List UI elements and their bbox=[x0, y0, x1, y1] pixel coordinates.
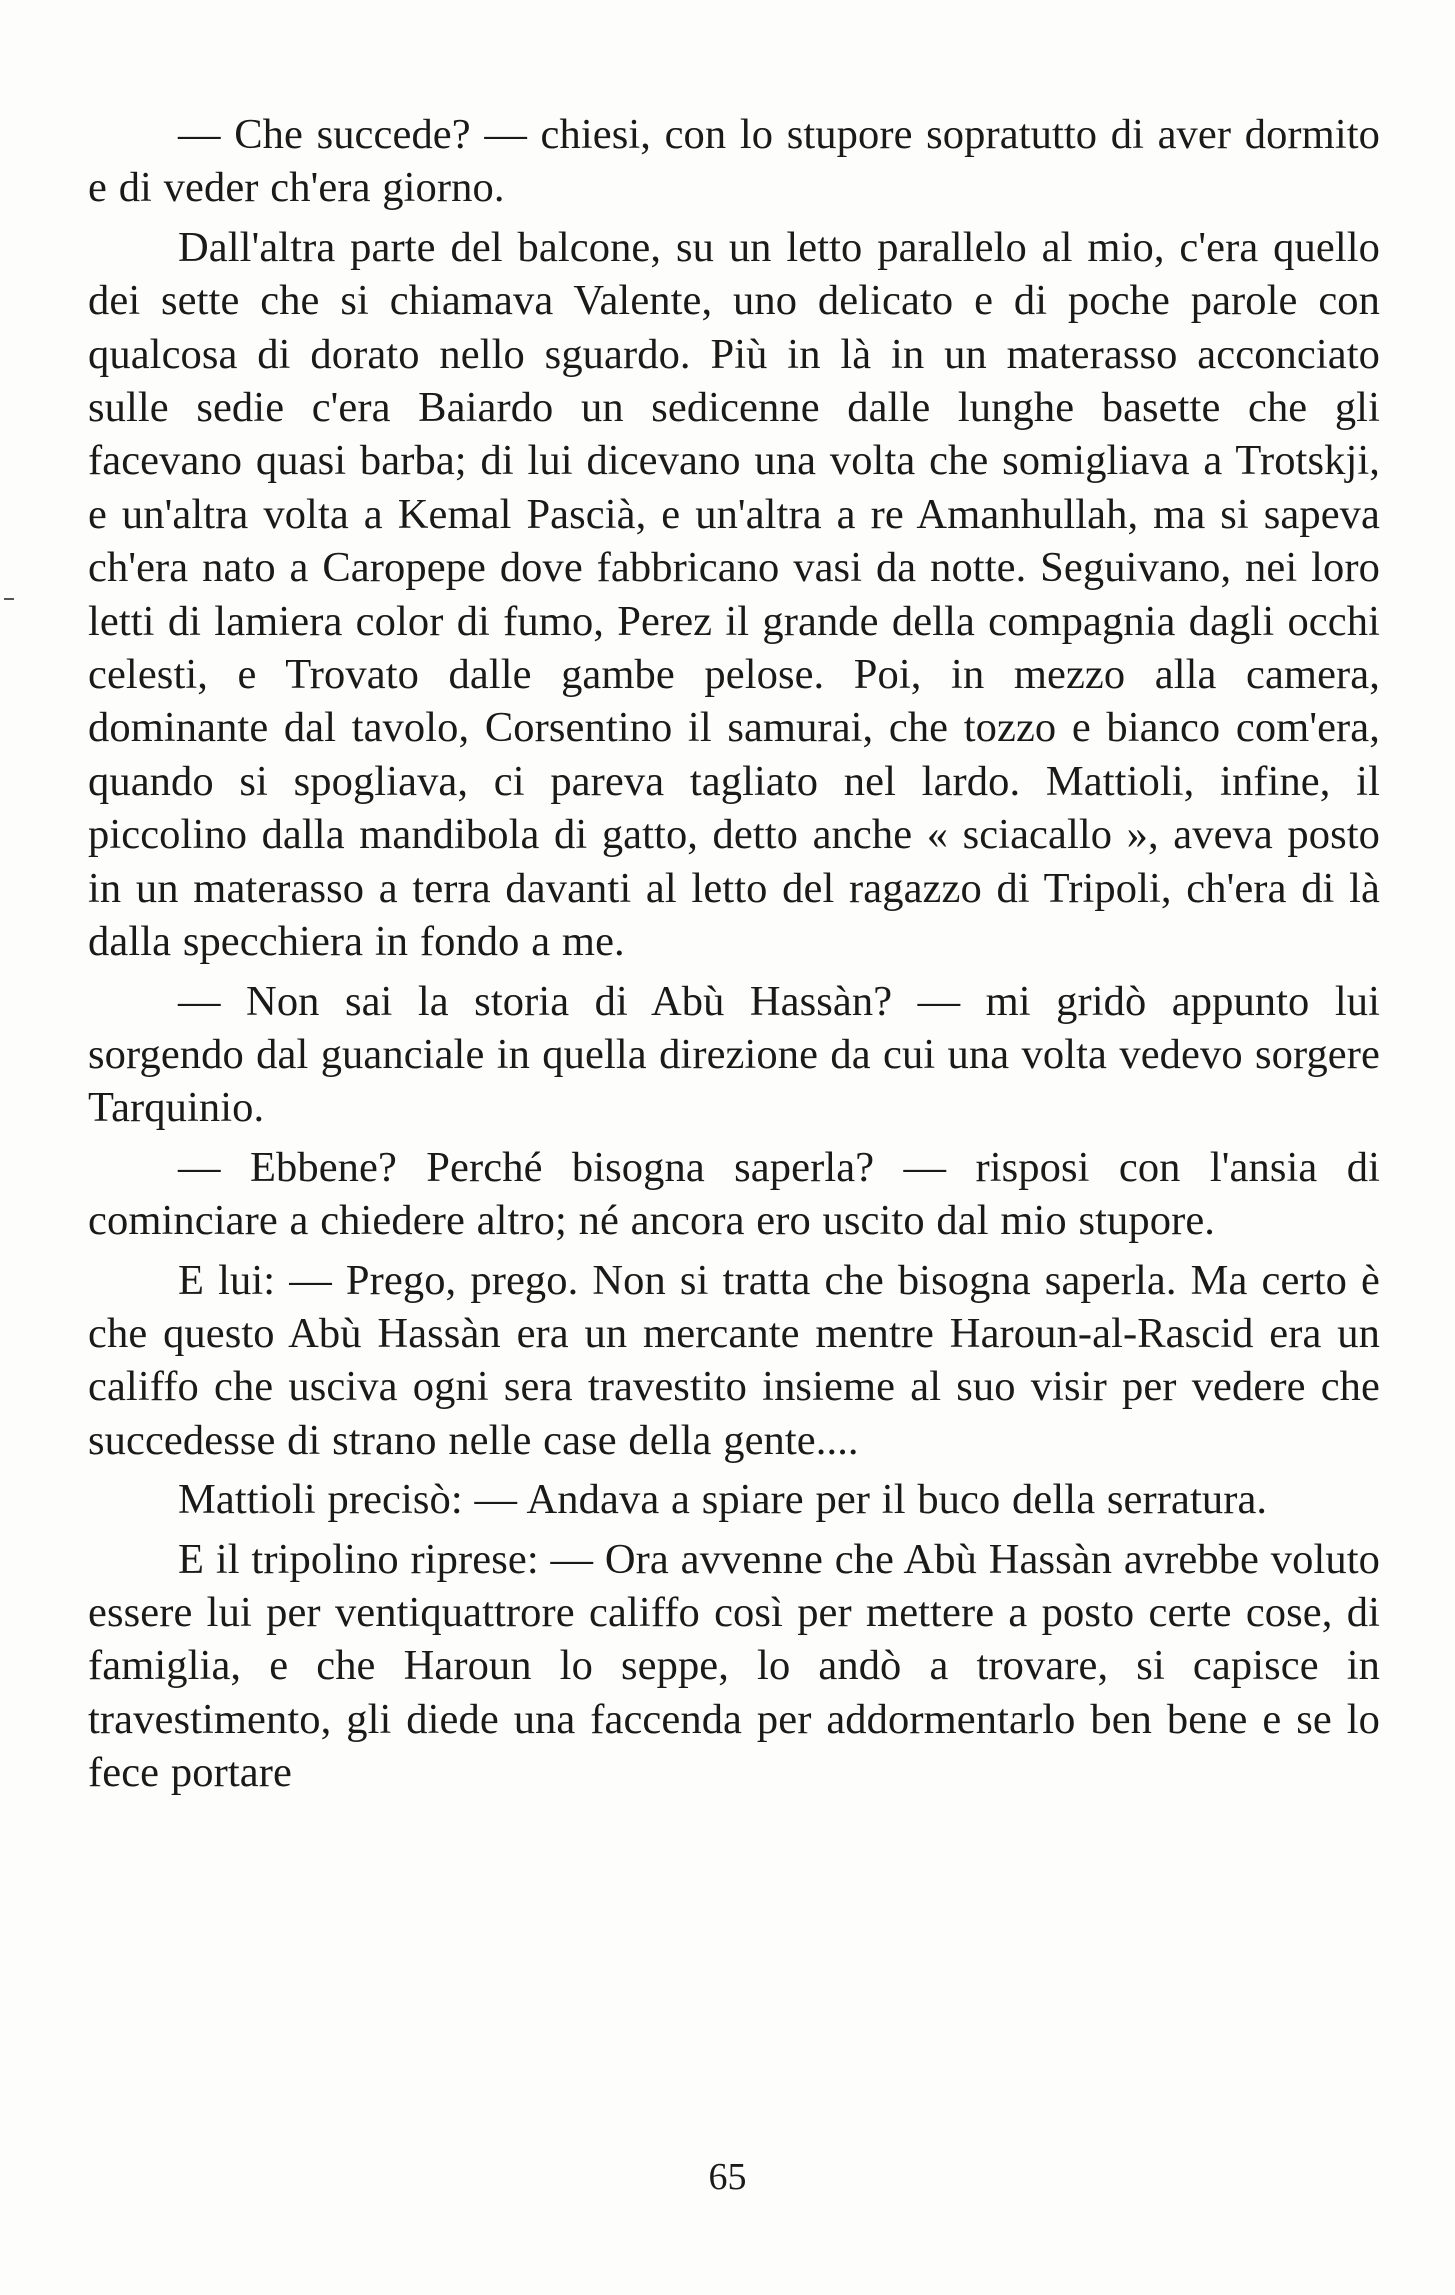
paragraph-2: Dall'altra parte del balcone, su un letto parallelo al mio, c'era quello dei sette che si chiamava Valente, uno delicato e di poche parole con qualcosa di dorato nello sguardo. Più in là in un materasso acconciato sulle sedie c'era Baiardo un sedicenne dalle lunghe basette che gli facevano quasi barba; di lui dicevano una volta che somigliava a Trotskji, e un'altra volta a Kemal Pascià, e un'altra a re Amanhullah, ma si sapeva ch'era nato a Caropepe dove fabbricano vasi da notte. Seguivano, nei loro letti di lamiera color di fumo, Perez il grande della compagnia dagli occhi celesti, e Trovato dalle gambe pelose. Poi, in mezzo alla camera, dominante dal tavolo, Corsentino il samurai, che tozzo e bianco com'era, quando si spogliava, ci pareva tagliato nel lardo. Mattioli, infine, il piccolino dalla mandibola di gatto, detto anche « sciacallo », aveva posto in un materasso a terra davanti al letto del ragazzo di Tripoli, ch'era di là dalla specchiera in fondo a me. bbox=[88, 223, 1380, 966]
paragraph-4: — Ebbene? Perché bisogna saperla? — risposi con l'ansia di cominciare a chiedere altro; né ancora ero uscito dal mio stupore. bbox=[88, 1143, 1380, 1245]
paragraph-6: Mattioli precisò: — Andava a spiare per il buco della serratura. bbox=[178, 1476, 1268, 1524]
paragraph-1: — Che succede? — chiesi, con lo stupore sopratutto di aver dormito e di veder ch'era giorno. bbox=[88, 111, 1380, 212]
page-number: 65 bbox=[708, 2156, 747, 2198]
paragraph-7: E il tripolino riprese: — Ora avvenne che Abù Hassàn avrebbe voluto essere lui per ventiquattrore califfo così per mettere a posto certe cose, di famiglia, e che Haroun lo seppe, lo andò a trovare, si capisce in travestimento, gli diede una faccenda per addormentarlo ben bene e se lo fece portare bbox=[88, 1535, 1380, 1797]
text-body bbox=[88, 108, 1380, 1800]
margin-mark bbox=[4, 598, 14, 600]
paragraph-5: E lui: — Prego, prego. Non si tratta che bisogna saperla. Ma certo è che questo Abù Hassàn era un mercante mentre Haroun-al-Rascid era un califfo che usciva ogni sera travestito insieme al suo visir per vedere che succedesse di strano nelle case della gente.... bbox=[88, 1256, 1380, 1464]
paragraph-3: — Non sai la storia di Abù Hassàn? — mi gridò appunto lui sorgendo dal guanciale in quella direzione da cui una volta vedevo sorgere Tarquinio. bbox=[88, 977, 1380, 1132]
